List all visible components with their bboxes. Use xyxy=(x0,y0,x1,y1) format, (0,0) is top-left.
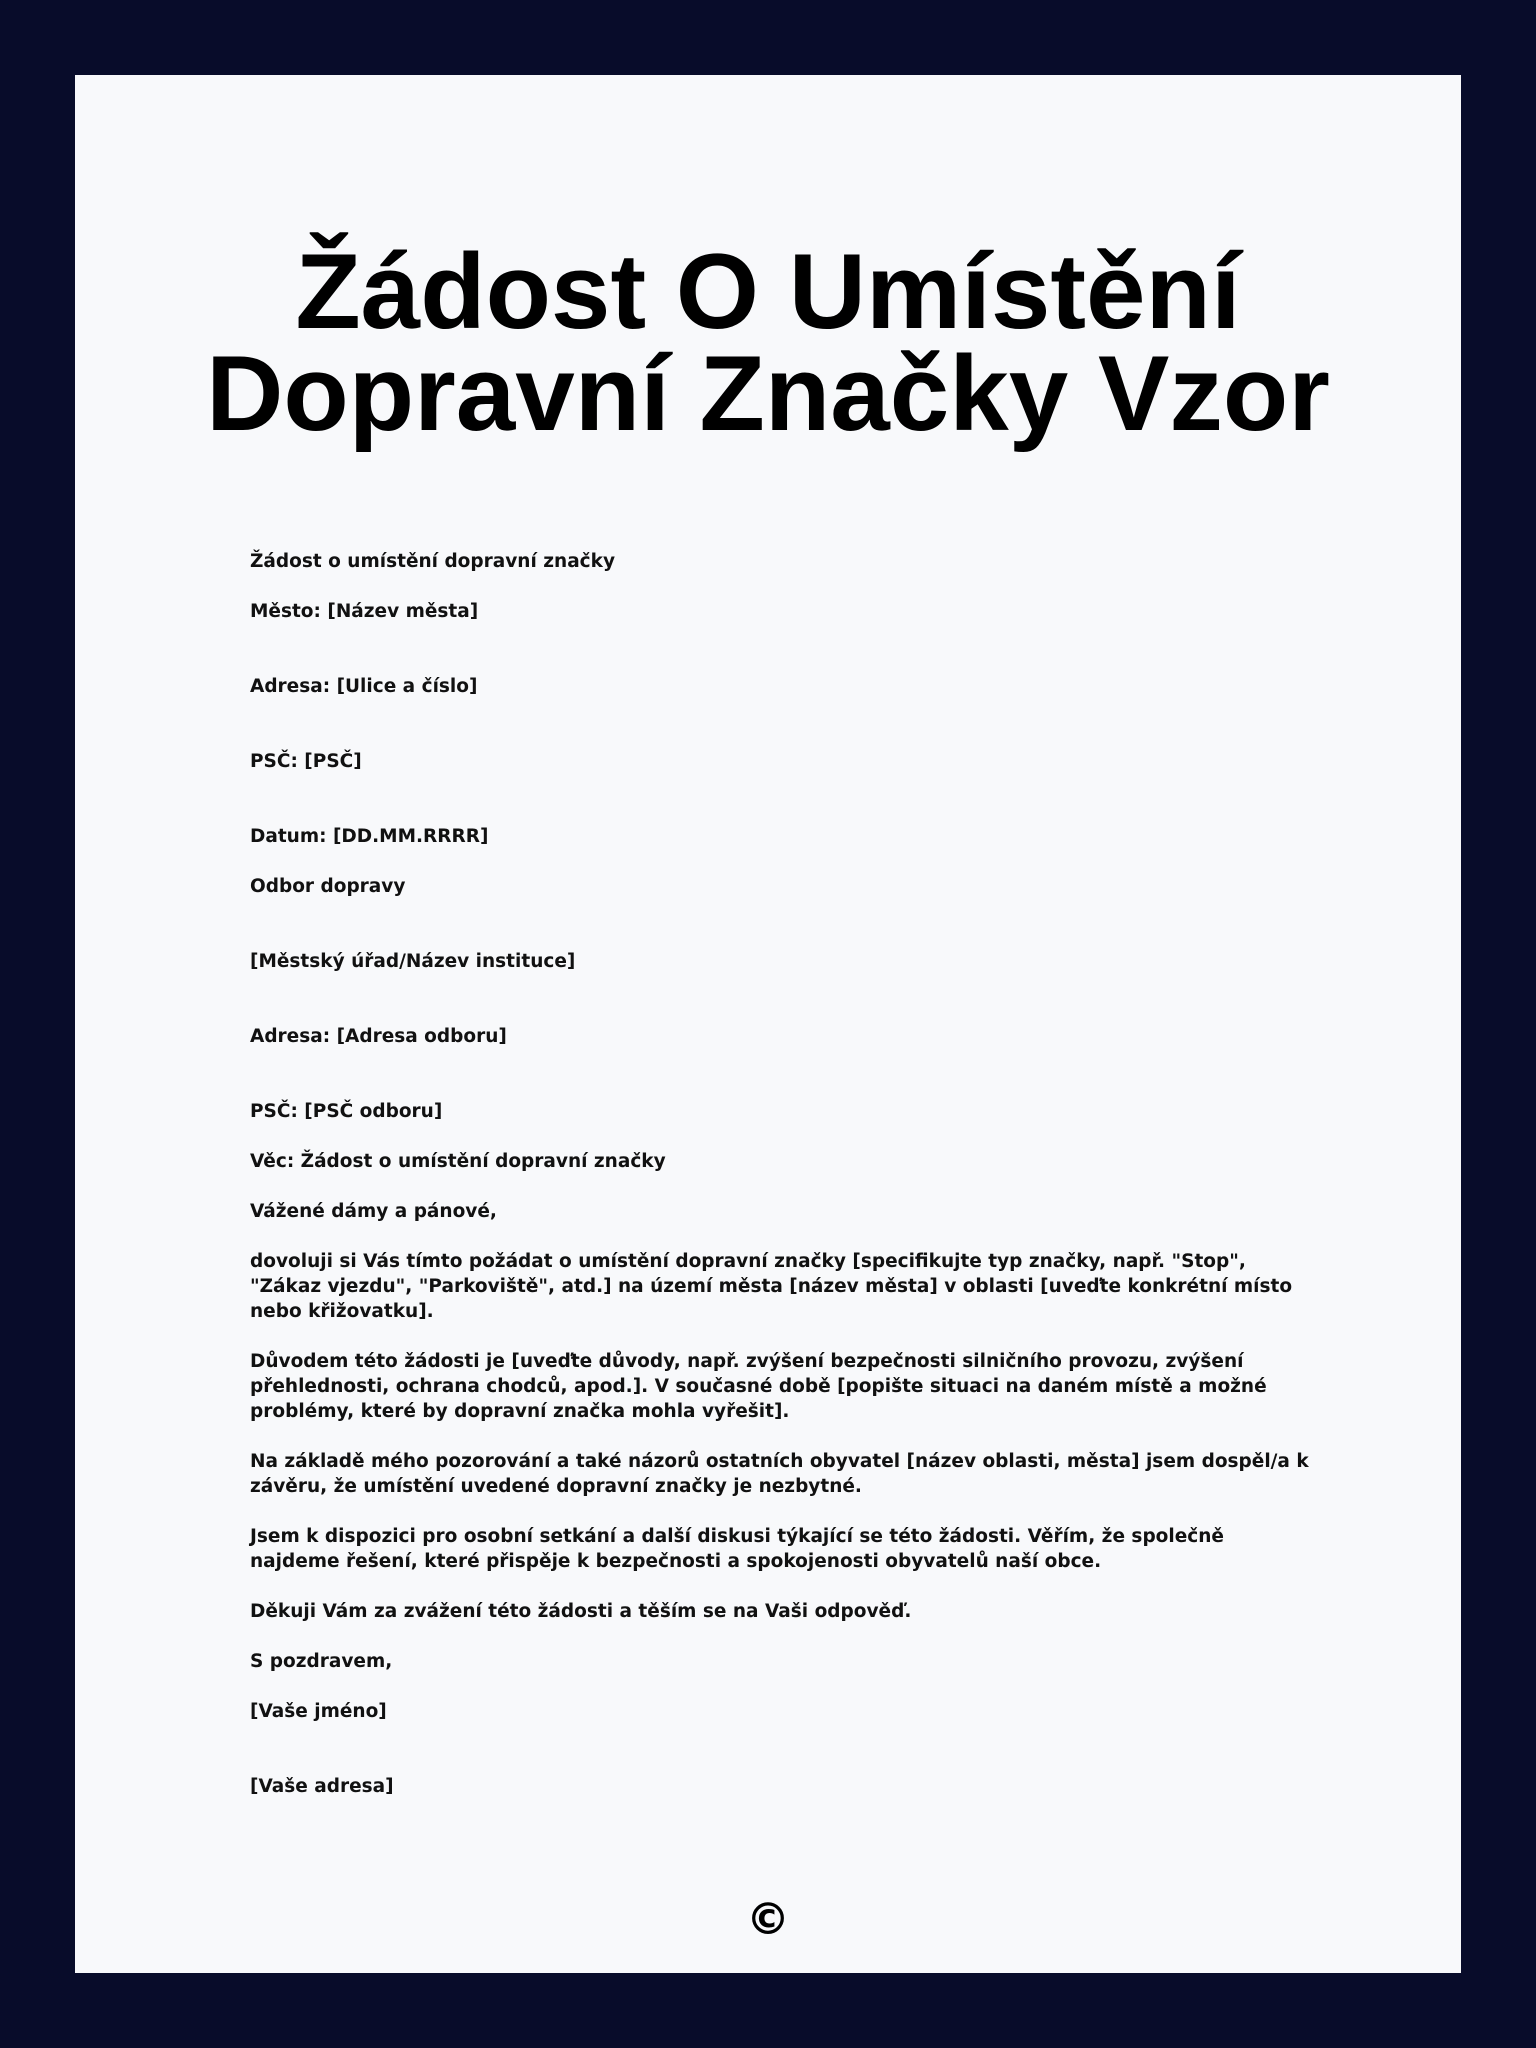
letter-paragraph: Důvodem této žádosti je [uveďte důvody, např. zvýšení bezpečnosti silničního provozu, zvýšení přehlednosti, ochrana chodců, apod.]. V současné době [popište situaci na daném místě a možné problémy, které by dopravní značka mohla vyřešit]. xyxy=(250,1351,1267,1422)
document-title: Žádost O Umístění Dopravní Značky Vzor xyxy=(206,231,1330,453)
recipient-department: Odbor dopravy xyxy=(250,876,406,897)
letter-closing-thanks: Děkuji Vám za zvážení této žádosti a těším se na Vaši odpověď. xyxy=(250,1601,912,1622)
copyright-icon: © xyxy=(746,1894,790,1945)
sender-address: Adresa: [Ulice a číslo] xyxy=(250,676,478,697)
signature-address: [Vaše adresa] xyxy=(250,1776,394,1797)
recipient-address: Adresa: [Adresa odboru] xyxy=(250,1026,507,1047)
letter-body xyxy=(250,549,1320,1824)
document-page xyxy=(75,75,1461,1973)
letter-date: Datum: [DD.MM.RRRR] xyxy=(250,826,489,847)
recipient-postcode: PSČ: [PSČ odboru] xyxy=(250,1101,443,1122)
sender-city: Město: [Název města] xyxy=(250,601,479,622)
letter-paragraph: dovoluji si Vás tímto požádat o umístění dopravní značky [specifikujte typ značky, např. "Stop", "Zákaz vjezdu", "Parkoviště", atd.] na území města [název města] v oblasti [uveďte konkrétní místo nebo křižovatku]. xyxy=(250,1251,1293,1322)
sender-postcode: PSČ: [PSČ] xyxy=(250,751,362,772)
letter-salutation: Vážené dámy a pánové, xyxy=(250,1201,497,1222)
letter-heading: Žádost o umístění dopravní značky xyxy=(250,551,616,572)
letter-paragraph: Jsem k dispozici pro osobní setkání a další diskusi týkající se této žádosti. Věřím, že společně najdeme řešení, které přispěje k bezpečnosti a spokojenosti obyvatelů naší obce. xyxy=(250,1526,1224,1572)
letter-paragraph: Na základě mého pozorování a také názorů ostatních obyvatel [název oblasti, města] jsem dospěl/a k závěru, že umístění uvedené dopravní značky je nezbytné. xyxy=(250,1451,1309,1497)
letter-subject: Věc: Žádost o umístění dopravní značky xyxy=(250,1151,666,1172)
letter-sign-off: S pozdravem, xyxy=(250,1651,393,1672)
signature-name: [Vaše jméno] xyxy=(250,1701,387,1722)
recipient-institution: [Městský úřad/Název instituce] xyxy=(250,951,576,972)
